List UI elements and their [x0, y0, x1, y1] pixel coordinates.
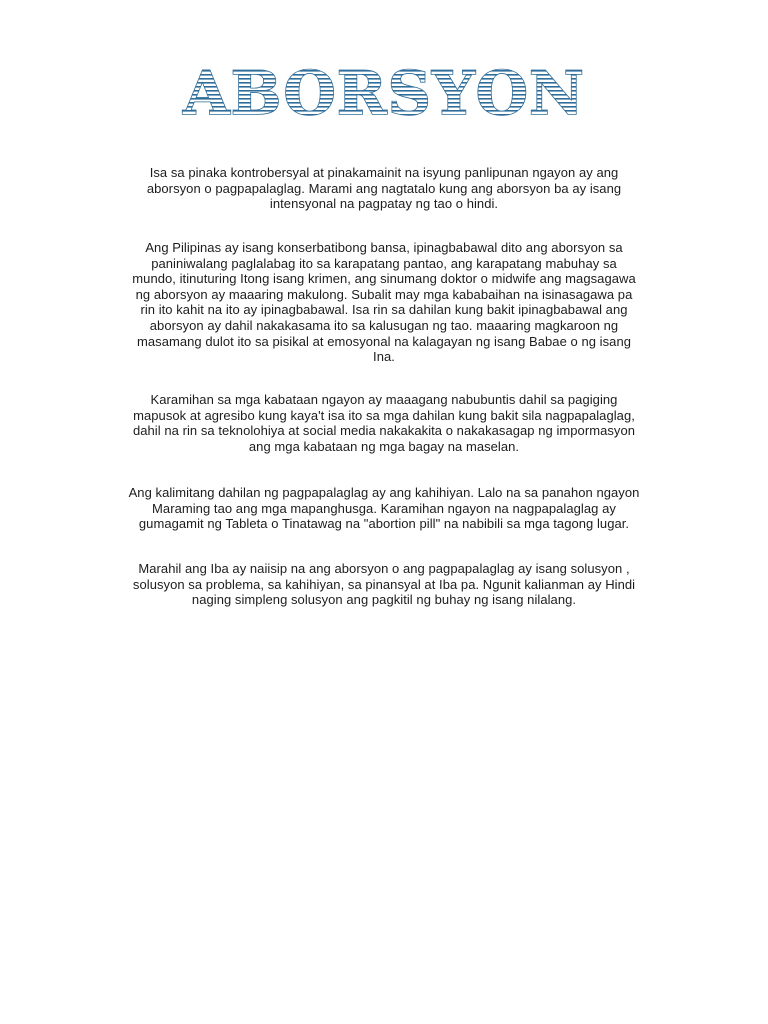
paragraph-2-line-4: ng aborsyon ay maaaring makulong. Subalit may mga kababaihan na isinasagawa pa — [135, 286, 633, 302]
paragraph-4-line-3: gumagamit ng Tableta o Tinatawag na "abortion pill" na nabibili sa mga tagong lugar. — [138, 516, 630, 532]
paragraph-5-line-1: Marahil ang Iba ay naiisip na ang aborsyon o ang pagpapalaglag ay isang solusyon , — [138, 561, 630, 576]
paragraph-2-line-3: mundo, itinuturing Itong isang krimen, ang sinumang doktor o midwife ang magsagawa — [132, 271, 636, 287]
paragraph-1-line-2: aborsyon o pagpapalaglag. Marami ang nagtatalo kung ang aborsyon ba ay isang — [146, 180, 622, 196]
paragraph-5-line-2: solusyon sa problema, sa kahihiyan, sa pinansyal at Iba pa. Ngunit kalianman ay Hindi — [132, 576, 636, 592]
paragraph-3-line-4: ang mga kabataan ng mga bagay na maselan. — [248, 438, 520, 454]
paragraph-5 — [84, 561, 684, 608]
paragraph-2 — [84, 240, 684, 365]
paragraph-4 — [84, 485, 684, 532]
paragraph-2-line-5: rin ito kahit na ito ay ipinagbabawal. Isa rin sa dahilan kung bakit ipinagbabawal ang — [140, 302, 628, 318]
title-block — [0, 58, 768, 130]
paragraph-5-line-3: naging simpleng solusyon ang pagkitil ng buhay ng isang nilalang. — [191, 592, 577, 608]
paragraph-1-line-1: Isa sa pinaka kontrobersyal at pinakamainit na isyung panlipunan ngayon ay ang — [149, 165, 619, 180]
paragraph-3 — [84, 392, 684, 454]
title-graphic — [0, 58, 768, 130]
paragraph-1-line-3: intensyonal na pagpatay ng tao o hindi. — [269, 196, 499, 212]
paragraph-1 — [84, 165, 684, 212]
paragraph-4-line-1: Ang kalimitang dahilan ng pagpapalaglag ay ang kahihiyan. Lalo na sa panahon ngayon — [128, 485, 640, 500]
paragraph-2-line-7: masamang dulot ito sa pisikal at emosyonal na kalagayan ng isang Babae o ng isang — [136, 333, 632, 349]
paragraph-2-line-1: Ang Pilipinas ay isang konserbatibong bansa, ipinagbabawal dito ang aborsyon sa — [145, 240, 623, 255]
paragraph-4-line-2: Maraming tao ang mga mapanghusga. Karamihan ngayon na nagpapalaglag ay — [152, 500, 616, 516]
paragraph-2-line-6: aborsyon ay dahil nakakasama ito sa kalusugan ng tao. maaaring magkaroon ng — [149, 317, 619, 333]
paragraph-3-line-3: dahil na rin sa teknolohiya at social media nakakakita o nakakasagap ng impormasyon — [132, 423, 636, 439]
page-title: ABORSYON — [183, 59, 585, 129]
paragraph-2-line-8: Ina. — [373, 349, 395, 365]
paragraph-2-line-2: paniniwalang paglalabag ito sa karapatang pantao, ang karapatang mabuhay sa — [151, 255, 617, 271]
paragraph-3-line-1: Karamihan sa mga kabataan ngayon ay maaagang nabubuntis dahil sa pagiging — [150, 392, 618, 407]
paragraph-3-line-2: mapusok at agresibo kung kaya't isa ito sa mga dahilan kung bakit sila nagpapalaglag, — [133, 407, 635, 423]
